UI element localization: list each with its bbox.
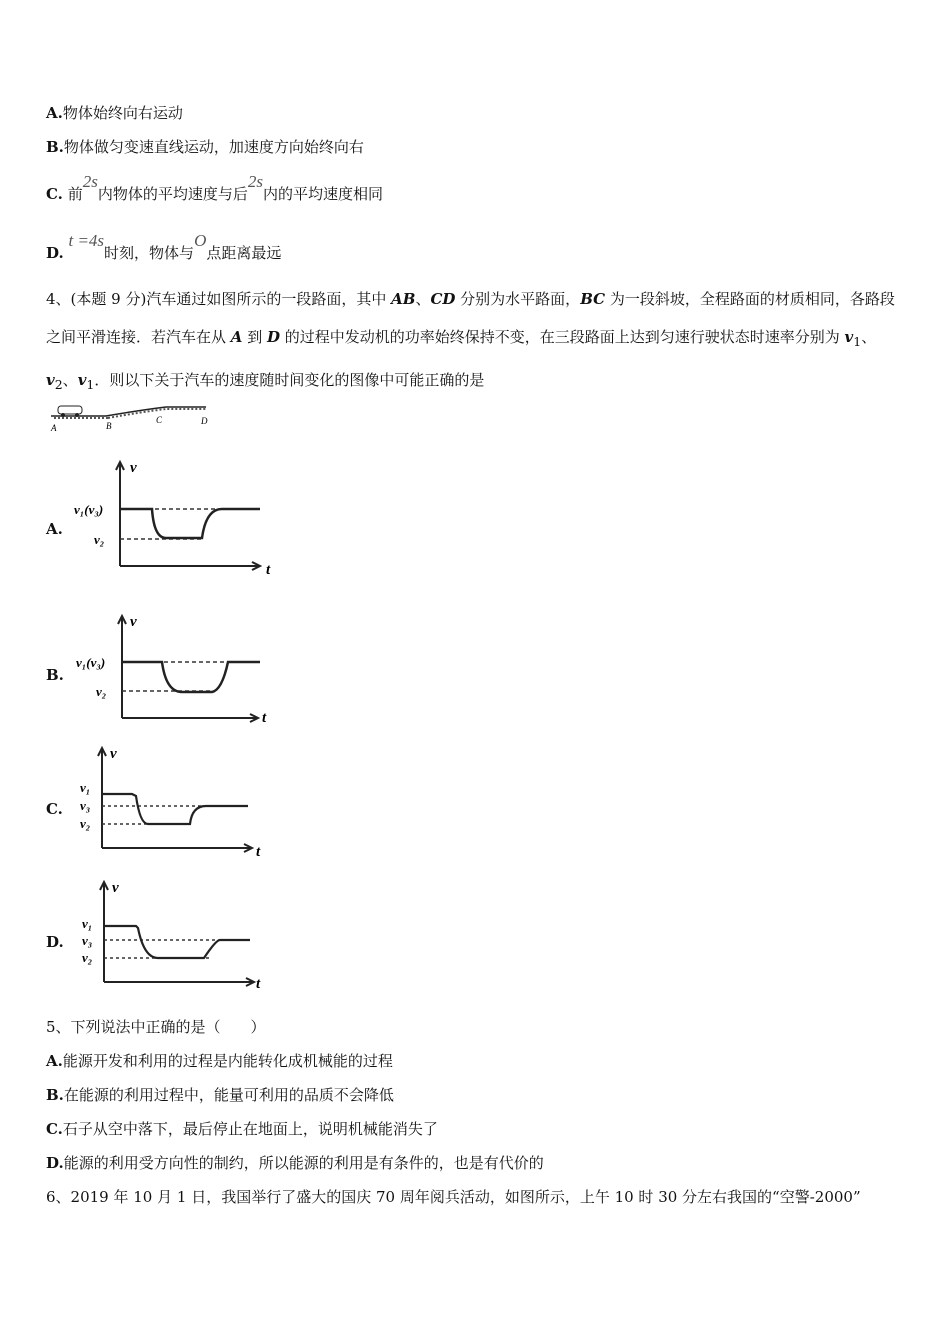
point-d: D — [266, 328, 280, 346]
option-text: 能源的利用受方向性的制约，所以能源的利用是有条件的，也是有代价的 — [63, 1154, 544, 1172]
q5-option-a — [46, 1050, 393, 1071]
label-v3: v₃ — [82, 933, 93, 948]
label-v1v3: v₁(v₃) — [76, 655, 106, 670]
q5-option-b — [46, 1084, 394, 1105]
option-label: B. — [46, 1086, 64, 1104]
q5-option-c — [46, 1118, 438, 1139]
option-text: 在能源的利用过程中，能量可利用的品质不会降低 — [63, 1086, 394, 1104]
q3-option-b — [46, 136, 364, 157]
question-number: 4、 — [46, 290, 71, 308]
option-label: A. — [46, 1052, 63, 1070]
label-v1v3: v₁(v₃) — [74, 502, 104, 517]
stem-text: 分别为水平路面， — [455, 290, 581, 308]
option-label: C. — [46, 185, 63, 203]
option-label: C. — [46, 1120, 63, 1138]
q5-option-d — [46, 1152, 544, 1173]
option-label: A. — [46, 104, 63, 122]
option-text: 前 — [67, 185, 83, 203]
q5-stem: 5、下列说法中正确的是（ ） — [46, 1018, 266, 1036]
axis-t-label: t — [266, 562, 271, 578]
q6-stem: 6、2019 年 10 月 1 日，我国举行了盛大的国庆 70 周年阅兵活动，如图所示，上午 10 时 30 分左右我国的“空警-2000” — [46, 1188, 861, 1206]
math-expression: 2s — [247, 172, 263, 191]
option-text: 时刻，物体与 — [104, 244, 195, 262]
stem-text: 、 — [861, 328, 877, 346]
label-v2: v₂ — [96, 684, 107, 699]
road-label-b: B — [106, 421, 112, 431]
q3-option-c — [46, 172, 383, 204]
option-label: B. — [46, 138, 64, 156]
q4-option-c-label: C. — [46, 800, 63, 818]
label-v2: v₂ — [94, 532, 105, 547]
q4-graph-d — [72, 878, 272, 994]
road-figure — [46, 398, 216, 434]
q4-graph-a — [72, 458, 282, 580]
axis-v-label: v — [130, 460, 137, 476]
axis-t-label: t — [262, 710, 267, 726]
option-text: 物体始终向右运动 — [62, 104, 183, 122]
road-label-d: D — [201, 416, 208, 426]
option-text: 物体做匀变速直线运动，加速度方向始终向右 — [63, 138, 364, 156]
q4-stem — [46, 280, 906, 404]
road-label-c: C — [156, 415, 163, 425]
var-sub: 2 — [54, 377, 63, 392]
label-v1: v₁ — [80, 780, 91, 795]
stem-text: 到 — [242, 328, 267, 346]
option-text: 能源开发和利用的过程是内能转化成机械能的过程 — [62, 1052, 393, 1070]
label-v3: v₃ — [80, 798, 91, 813]
stem-text: 为一段斜坡，全程路面的材质相同，各路段之间平滑连接．若汽车在从 — [46, 290, 895, 346]
var-v3: v — [77, 371, 87, 389]
option-text: 内物体的平均速度与后 — [97, 185, 248, 203]
segment-ab: AB — [391, 290, 416, 308]
q4-graph-b — [72, 612, 282, 732]
math-expression: t =4s — [68, 231, 105, 250]
stem-text: 、 — [62, 371, 78, 389]
q4-graph-c — [72, 744, 272, 860]
segment-cd: CD — [430, 290, 456, 308]
stem-text: (本题 9 分)汽车通过如图所示的一段路面，其中 — [70, 290, 392, 308]
stem-text: 、 — [415, 290, 431, 308]
q4-option-d-label: D. — [46, 933, 64, 951]
axis-t-label: t — [256, 976, 261, 992]
var-v1: v — [844, 328, 854, 346]
q4-option-b-label: B. — [46, 666, 64, 684]
label-v1: v₁ — [82, 916, 93, 931]
q3-option-d — [46, 231, 282, 263]
stem-text: 的过程中发动机的功率始终保持不变，在三段路面上达到匀速行驶状态时速率分别为 — [279, 328, 845, 346]
var-sub: 1 — [86, 377, 95, 392]
option-text: 石子从空中落下，最后停止在地面上，说明机械能消失了 — [62, 1120, 438, 1138]
label-v2: v₂ — [82, 950, 93, 965]
math-expression: 2s — [82, 172, 98, 191]
q4-option-a-label: A. — [46, 520, 63, 538]
axis-v-label: v — [110, 746, 117, 762]
q3-option-a — [46, 102, 183, 123]
label-v2: v₂ — [80, 816, 91, 831]
axis-v-label: v — [130, 614, 137, 630]
var-v2: v — [46, 371, 55, 389]
var-sub: 1 — [853, 334, 862, 349]
segment-bc: BC — [580, 290, 606, 308]
option-text: 点距离最远 — [206, 244, 282, 262]
axis-t-label: t — [256, 844, 261, 860]
axis-v-label: v — [112, 880, 119, 896]
math-expression: O — [194, 231, 207, 250]
option-label: D. — [46, 1154, 64, 1172]
road-label-a: A — [51, 423, 57, 433]
option-text: 内的平均速度相同 — [262, 185, 383, 203]
stem-text: ．则以下关于汽车的速度随时间变化的图像中可能正确的是 — [94, 371, 485, 389]
point-a: A — [230, 328, 243, 346]
option-label: D. — [46, 244, 64, 262]
